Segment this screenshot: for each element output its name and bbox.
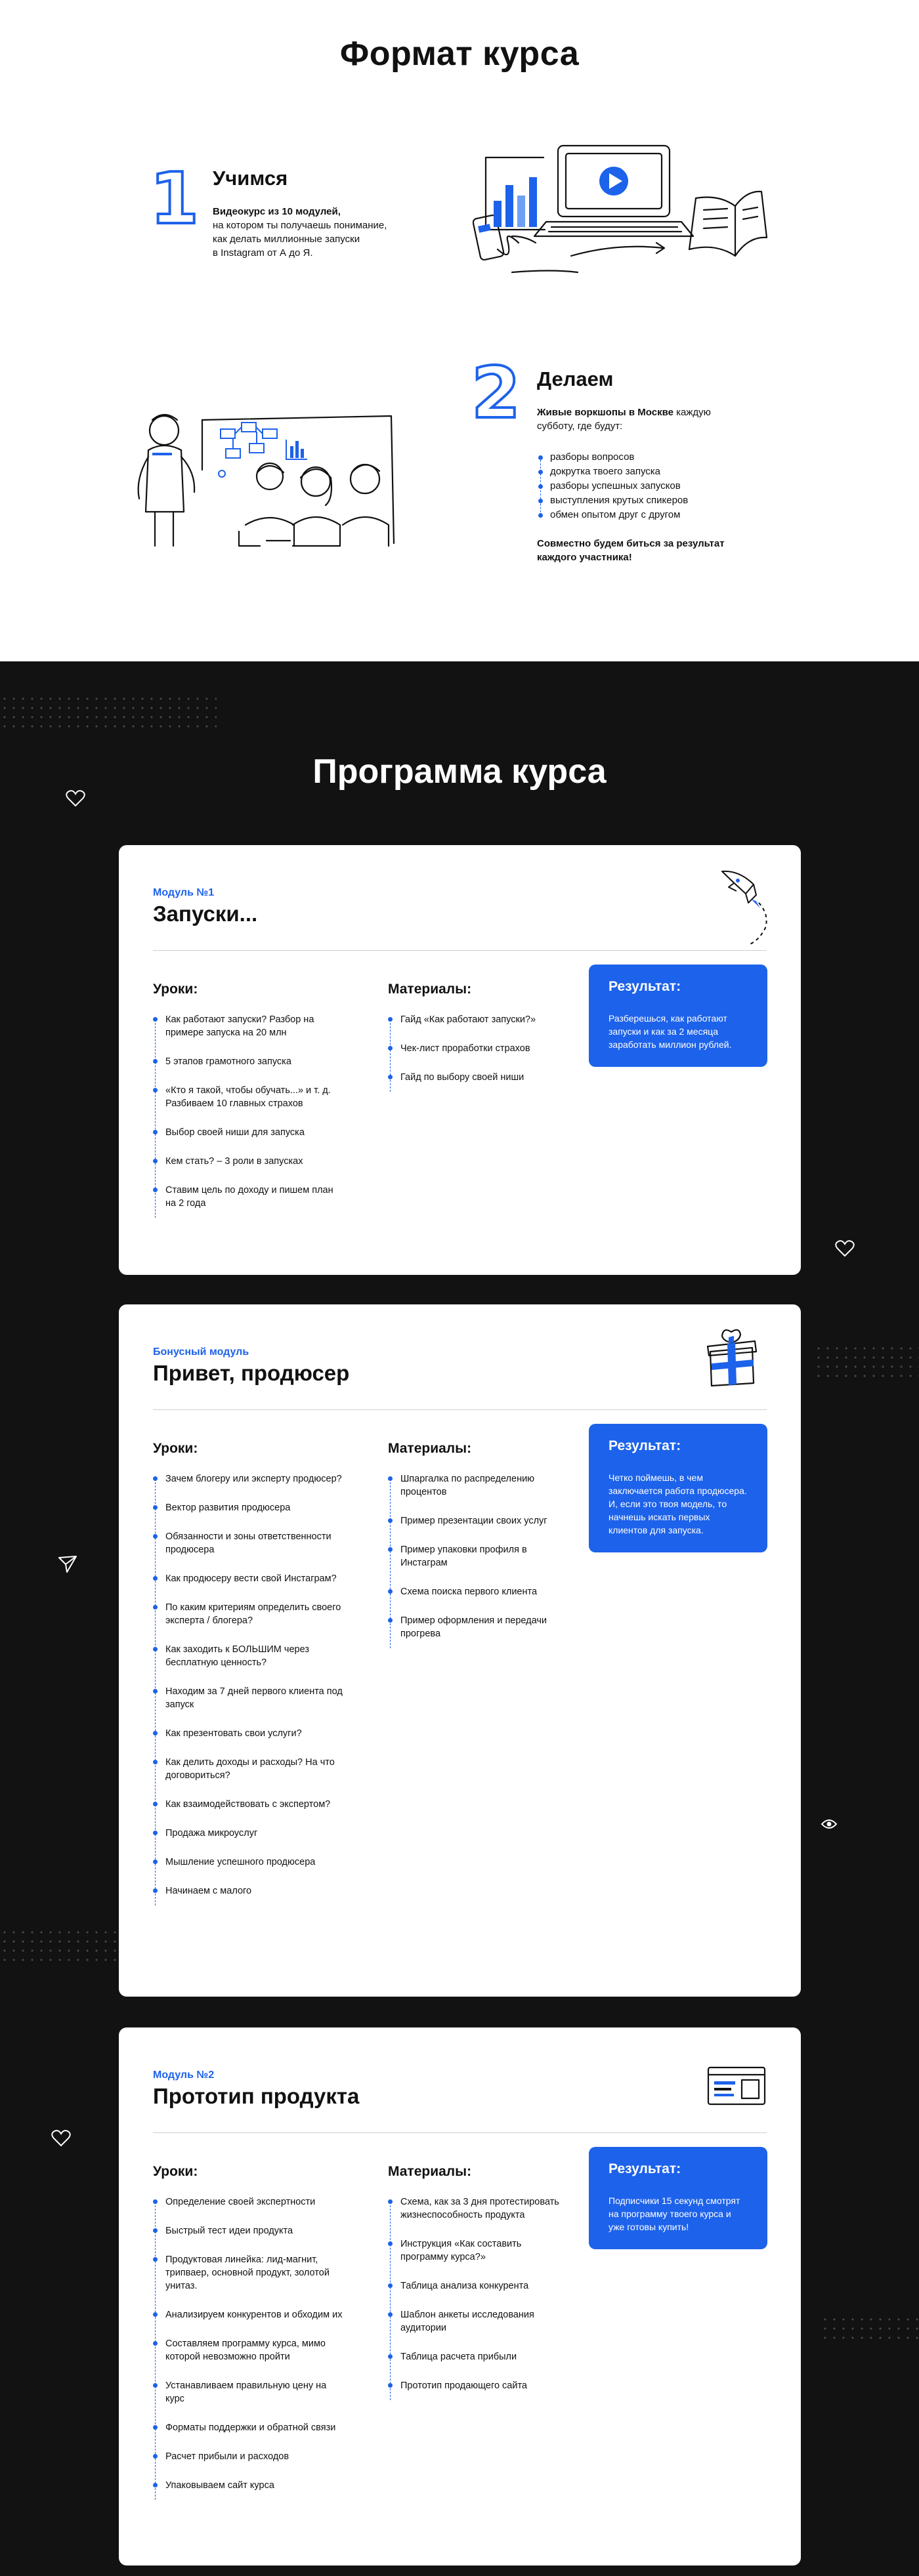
material-item: Инструкция «Как составить программу курса?» bbox=[388, 2237, 565, 2264]
step-2-text bbox=[537, 405, 747, 433]
step-1-number: 1 bbox=[150, 158, 200, 240]
material-item: Пример упаковки профиля в Инстаграм bbox=[388, 1543, 565, 1569]
lessons-list bbox=[153, 1013, 343, 1226]
lessons-heading: Уроки: bbox=[153, 982, 198, 997]
eye-icon bbox=[821, 1818, 838, 1831]
step-2-title: Делаем bbox=[537, 367, 614, 390]
lesson-item: Продуктовая линейка: лид-магнит, трипваер, основной продукт, золотой унитаз. bbox=[153, 2253, 343, 2293]
result-text: Четко поймешь, в чем заключается работа продюсера. И, если это твоя модель, то начнешь искать первых клиентов для запуска. bbox=[609, 1472, 747, 1535]
result-box bbox=[589, 1424, 767, 1552]
material-item: Пример презентации своих услуг bbox=[388, 1514, 565, 1527]
step-2-text-rest: каждую bbox=[673, 407, 711, 418]
materials-heading: Материалы: bbox=[388, 982, 472, 997]
lesson-item: Как взаимодействовать с экспертом? bbox=[153, 1798, 343, 1811]
material-item: Чек-лист проработки страхов bbox=[388, 1042, 565, 1055]
step-1-title: Учимся bbox=[213, 167, 288, 190]
step-1-text bbox=[213, 205, 410, 260]
heart-icon bbox=[51, 2130, 71, 2147]
step-1-line: на котором ты получаешь понимание, bbox=[213, 220, 387, 231]
workshop-illustration bbox=[129, 400, 411, 551]
lesson-item: Составляем программу курса, мимо которой невозможно пройти bbox=[153, 2337, 343, 2363]
lessons-heading: Уроки: bbox=[153, 1441, 198, 1456]
lesson-item: Форматы поддержки и обратной связи bbox=[153, 2421, 343, 2434]
materials-list bbox=[388, 1472, 565, 1656]
heart-icon bbox=[66, 790, 85, 807]
list-item: выступления крутых спикеров bbox=[537, 493, 747, 508]
format-section bbox=[0, 0, 919, 661]
step-2-line: субботу, где будут: bbox=[537, 421, 623, 432]
lesson-item: Зачем блогеру или эксперту продюсер? bbox=[153, 1472, 343, 1485]
card-divider bbox=[153, 1409, 767, 1410]
lessons-list bbox=[153, 2195, 343, 2508]
lesson-item: Кем стать? – 3 роли в запусках bbox=[153, 1155, 343, 1168]
step-2-text-bold: Живые воркшопы в Москве bbox=[537, 407, 673, 418]
module-card bbox=[119, 1304, 801, 1997]
lesson-item: Упаковываем сайт курса bbox=[153, 2479, 343, 2492]
step-1-line: в Instagram от А до Я. bbox=[213, 247, 313, 259]
program-title: Программа курса bbox=[312, 753, 607, 791]
material-item: Схема, как за 3 дня протестировать жизнеспособность продукта bbox=[388, 2195, 565, 2222]
lesson-item: Определение своей экспертности bbox=[153, 2195, 343, 2209]
result-text: Разберешься, как работают запуски и как за 2 месяца заработать миллион рублей. bbox=[609, 1013, 732, 1050]
lesson-item: Расчет прибыли и расходов bbox=[153, 2450, 343, 2463]
result-text: Подписчики 15 секунд смотрят на программу твоего курса и уже готовы купить! bbox=[609, 2195, 740, 2232]
materials-heading: Материалы: bbox=[388, 1441, 472, 1456]
lesson-item: Обязанности и зоны ответственности продюсера bbox=[153, 1530, 343, 1556]
module-title: Запуски... bbox=[153, 902, 258, 926]
lesson-item: Анализируем конкурентов и обходим их bbox=[153, 2308, 343, 2321]
list-item: обмен опытом друг с другом bbox=[537, 508, 747, 522]
lesson-item: Находим за 7 дней первого клиента под запуск bbox=[153, 1685, 343, 1711]
result-box bbox=[589, 2147, 767, 2249]
module-label: Бонусный модуль bbox=[153, 1346, 249, 1358]
step-2-note bbox=[537, 537, 760, 564]
result-heading: Результат: bbox=[609, 979, 681, 994]
lesson-item: 5 этапов грамотного запуска bbox=[153, 1055, 343, 1068]
list-item: разборы успешных запусков bbox=[537, 479, 747, 493]
step-2-note-line: каждого участника! bbox=[537, 552, 632, 563]
lesson-item: Вектор развития продюсера bbox=[153, 1501, 343, 1514]
step-2-note-line: Совместно будем биться за результат bbox=[537, 538, 725, 549]
result-heading: Результат: bbox=[609, 2161, 681, 2176]
module-title: Привет, продюсер bbox=[153, 1361, 350, 1385]
lesson-item: Выбор своей ниши для запуска bbox=[153, 1126, 343, 1139]
lesson-item: Как делить доходы и расходы? На что договориться? bbox=[153, 1756, 343, 1782]
material-item: Пример оформления и передачи прогрева bbox=[388, 1614, 565, 1640]
list-item: разборы вопросов bbox=[537, 450, 747, 465]
step-1-text-bold: Видеокурс из 10 модулей, bbox=[213, 206, 341, 217]
lesson-item: Мышление успешного продюсера bbox=[153, 1856, 343, 1869]
gift-icon bbox=[705, 1328, 758, 1388]
browser-window-icon bbox=[706, 2066, 767, 2106]
lesson-item: Как работают запуски? Разбор на примере запуска на 20 млн bbox=[153, 1013, 343, 1039]
materials-heading: Материалы: bbox=[388, 2164, 472, 2179]
lesson-item: Устанавливаем правильную цену на курс bbox=[153, 2379, 343, 2405]
lesson-item: Быстрый тест идеи продукта bbox=[153, 2224, 343, 2237]
laptop-illustration bbox=[473, 138, 775, 282]
dot-pattern bbox=[814, 1344, 919, 1383]
materials-list bbox=[388, 1013, 565, 1100]
material-item: Таблица расчета прибыли bbox=[388, 2350, 565, 2363]
materials-list bbox=[388, 2195, 565, 2408]
material-item: Таблица анализа конкурента bbox=[388, 2279, 565, 2293]
format-title: Формат курса bbox=[339, 35, 580, 73]
material-item: Шаблон анкеты исследования аудитории bbox=[388, 2308, 565, 2335]
dot-pattern bbox=[821, 2315, 919, 2341]
program-section bbox=[0, 661, 919, 2576]
result-heading: Результат: bbox=[609, 1438, 681, 1453]
material-item: Гайд «Как работают запуски?» bbox=[388, 1013, 565, 1026]
paper-plane-icon bbox=[58, 1555, 77, 1573]
module-card bbox=[119, 845, 801, 1275]
lesson-item: «Кто я такой, чтобы обучать...» и т. д. Разбиваем 10 главных страхов bbox=[153, 1084, 343, 1110]
step-1-line: как делать миллионные запуски bbox=[213, 234, 360, 245]
dot-pattern bbox=[0, 694, 217, 734]
lesson-item: Как заходить к БОЛЬШИМ через бесплатную ценность? bbox=[153, 1643, 343, 1669]
card-divider bbox=[153, 950, 767, 951]
step-2-number: 2 bbox=[471, 352, 521, 434]
step-2-list bbox=[537, 450, 747, 522]
lesson-item: Продажа микроуслуг bbox=[153, 1827, 343, 1840]
lesson-item: Начинаем с малого bbox=[153, 1884, 343, 1898]
lesson-item: Ставим цель по доходу и пишем план на 2 года bbox=[153, 1184, 343, 1210]
module-label: Модуль №2 bbox=[153, 2069, 215, 2081]
material-item: Шпаргалка по распределению процентов bbox=[388, 1472, 565, 1499]
rocket-icon bbox=[719, 865, 772, 950]
heart-icon bbox=[835, 1240, 855, 1257]
material-item: Гайд по выбору своей ниши bbox=[388, 1071, 565, 1084]
lesson-item: Как презентовать свои услуги? bbox=[153, 1727, 343, 1740]
list-item: докрутка твоего запуска bbox=[537, 465, 747, 479]
lessons-list bbox=[153, 1472, 343, 1913]
module-label: Модуль №1 bbox=[153, 887, 215, 898]
material-item: Схема поиска первого клиента bbox=[388, 1585, 565, 1598]
module-title: Прототип продукта bbox=[153, 2084, 360, 2108]
card-divider bbox=[153, 2132, 767, 2133]
dot-pattern bbox=[0, 1928, 118, 1967]
lessons-heading: Уроки: bbox=[153, 2164, 198, 2179]
result-box bbox=[589, 965, 767, 1067]
lesson-item: Как продюсеру вести свой Инстаграм? bbox=[153, 1572, 343, 1585]
module-card bbox=[119, 2027, 801, 2566]
lesson-item: По каким критериям определить своего эксперта / блогера? bbox=[153, 1601, 343, 1627]
material-item: Прототип продающего сайта bbox=[388, 2379, 565, 2392]
